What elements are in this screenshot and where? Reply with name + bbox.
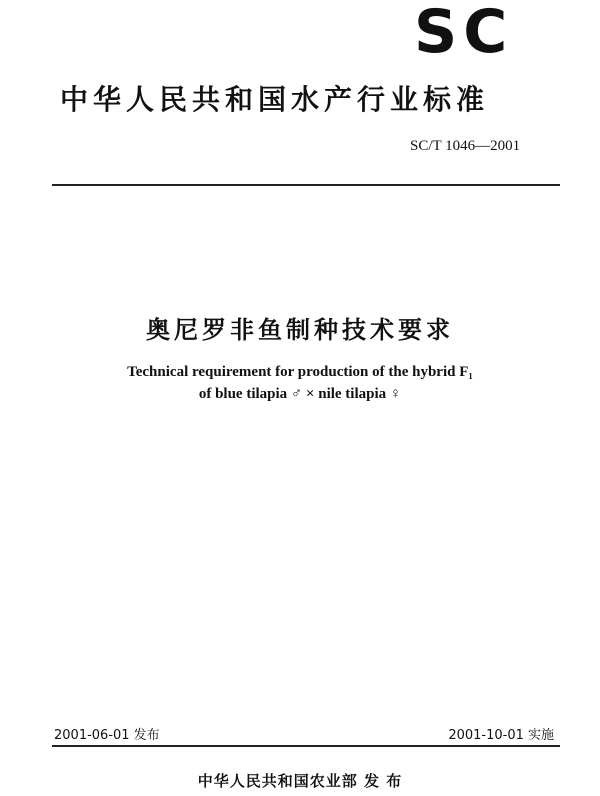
title-chinese: 奥尼罗非鱼制种技术要求 [146, 316, 454, 344]
issue-date: 2001-06-01 发布 [54, 728, 160, 743]
standard-code: SC/T 1046—2001 [410, 138, 521, 154]
top-divider [52, 184, 560, 186]
organization-title: 中华人民共和国水产行业标准 [60, 83, 490, 116]
publisher: 中华人民共和国农业部 发 布 [197, 772, 403, 790]
title-english-line2: of blue tilapia ♂ × nile tilapia ♀ [198, 386, 402, 402]
sc-logo: SC [414, 0, 514, 67]
bottom-divider [52, 745, 560, 747]
title-english-line1: Technical requirement for production of the hybrid F₁ [127, 364, 473, 380]
implementation-date: 2001-10-01 实施 [448, 728, 554, 743]
